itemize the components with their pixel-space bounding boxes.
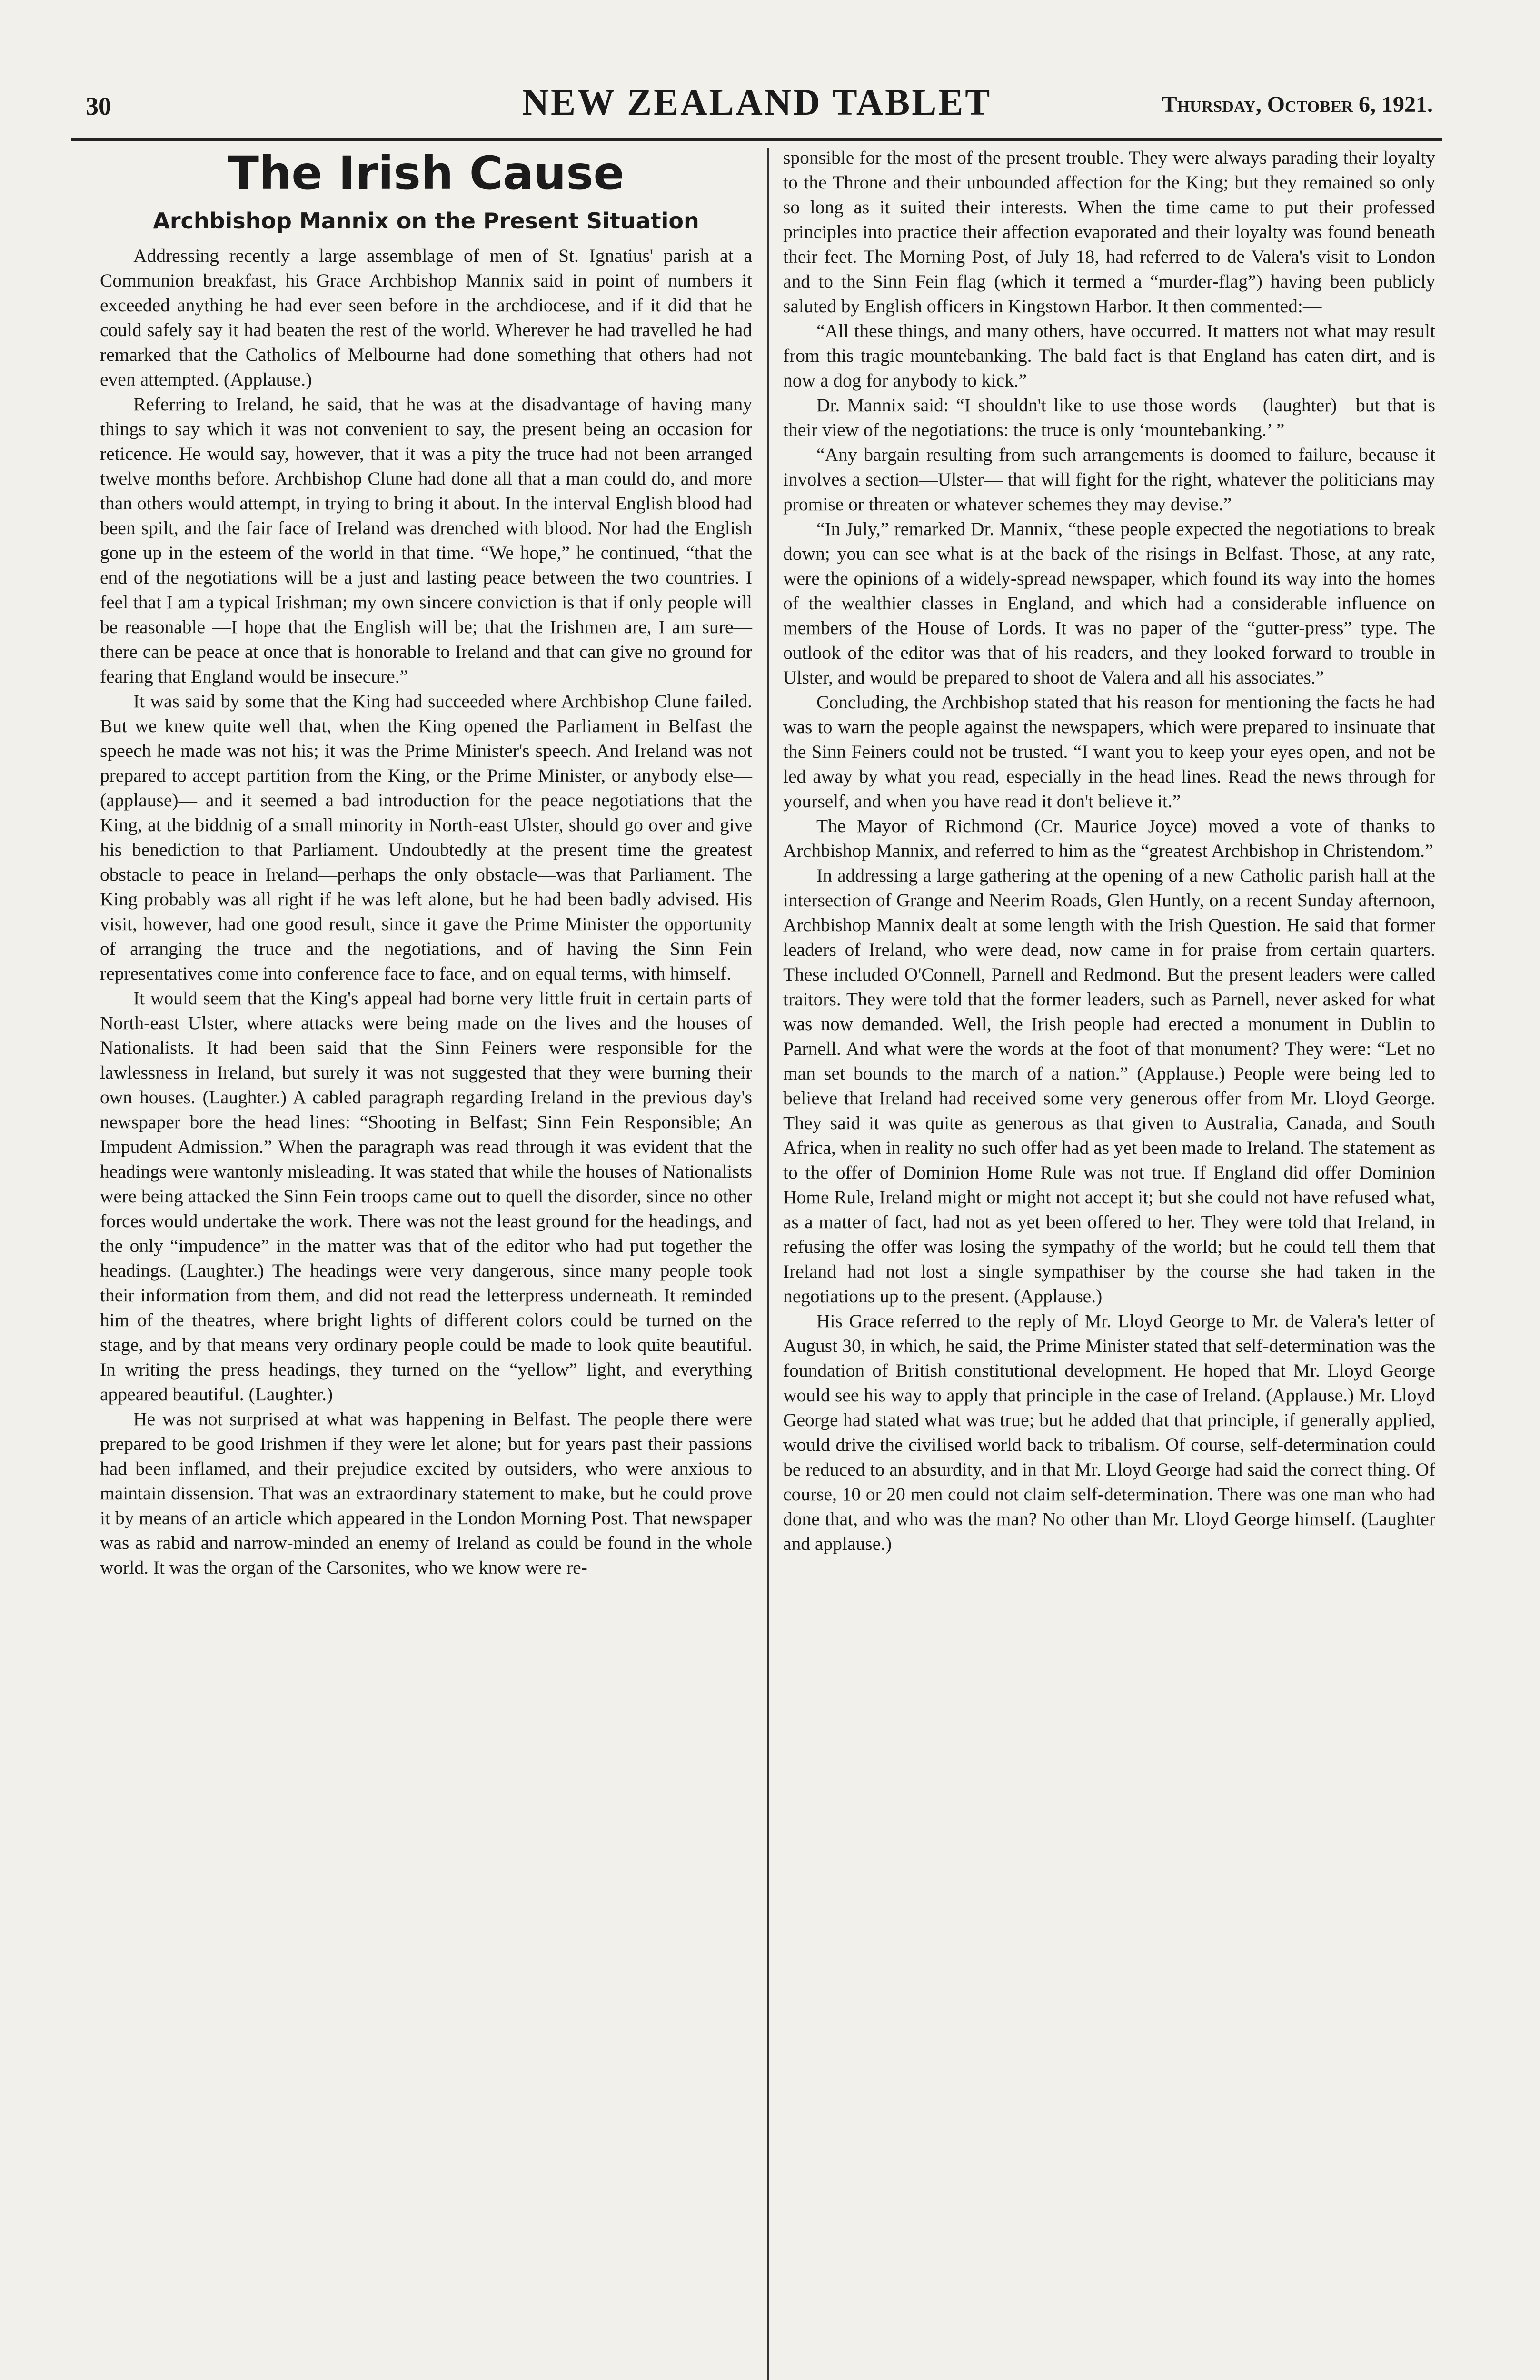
paragraph: It would seem that the King's appeal had borne very little fruit in certain parts of North-east Ulster, where attacks were being made on the lives and the houses of Nationalists. It had been said that the Sinn Feiners were responsible for the lawlessness in Ireland, but surely it was not suggested that they were burning their own houses. (Laughter.) A cabled paragraph regarding Ireland in the previous day's newspaper bore the head lines: “Shooting in Belfast; Sinn Fein Responsible; An Impudent Admission.” When the paragraph was read through it was evident that the headings were wantonly misleading. It was stated that while the houses of Nationalists were being attacked the Sinn Fein troops came out to quell the disorder, since no other forces would undertake the work. There was not the least ground for the headings, and the only “impudence” in the matter was that of the editor who had put together the headings. (Laughter.) The headings were very dangerous, since many people took their information from them, and did not read the letterpress underneath. It reminded him of the theatres, where bright lights of different colors could be turned on the stage, and by that means very ordinary people could be made to look quite beautiful. In writing the press headings, they turned on the “yellow” light, and everything appeared beautiful. (Laughter.) [100, 988, 752, 1405]
paragraph: “In July,” remarked Dr. Mannix, “these people expected the negotiations to break down; you can see what is at the back of the risings in Belfast. Those, at any rate, were the opinions of a widely-spread newspaper, which found its way into the homes of the wealthier classes in England, and which had a considerable influence on members of the House of Lords. It was no paper of the “gutter-press” type. The outlook of the editor was that of his readers, and they looked forward to trouble in Ulster, and would be prepared to shoot de Valera and all his associates.” [783, 518, 1435, 688]
paragraph: Addressing recently a large assemblage of men of St. Ignatius' parish at a Communion breakfast, his Grace Archbishop Mannix said in point of numbers it exceeded anything he had ever seen before in the archdiocese, and if it did that he could safely say it had beaten the rest of the world. Wherever he had travelled he had remarked that the Catholics of Melbourne had done something that others had not even attempted. (Applause.) [100, 245, 752, 390]
masthead: NEW ZEALAND TABLET [522, 81, 992, 123]
paragraph: His Grace referred to the reply of Mr. Lloyd George to Mr. de Valera's letter of August 30, in which, he said, the Prime Minister stated that self-determination was the foundation of British constitutional development. He hoped that Mr. Lloyd George would see his way to apply that principle in the case of Ireland. (Applause.) Mr. Lloyd George had stated what was true; but he added that that principle, if generally applied, would drive the civilised world back to tribalism. Of course, self-determination could be reduced to an absurdity, and in that Mr. Lloyd George had said the correct thing. Of course, 10 or 20 men could not claim self-determination. There was one man who had done that, and who was the man? No other than Mr. Lloyd George himself. (Laughter and applause.) [783, 1310, 1435, 1554]
paragraph: He was not surprised at what was happening in Belfast. The people there were prepared to be good Irishmen if they were let alone; but for years past their passions had been inflamed, and their prejudice excited by outsiders, who were anxious to maintain dissension. That was an extraordinary statement to make, but he could prove it by means of an article which appeared in the London Morning Post. That newspaper was as rabid and narrow-minded an enemy of Ireland as could be found in the whole world. It was the organ of the Carsonites, who we know were re- [100, 1408, 752, 1578]
column-divider [767, 148, 769, 2380]
left-column [100, 145, 752, 1580]
paragraph: It was said by some that the King had succeeded where Archbishop Clune failed. But we knew quite well that, when the King opened the Parliament in Belfast the speech he made was not his; it was the Prime Minister's speech. And Ireland was not prepared to accept partition from the King, or the Prime Minister, or anybody else—(applause)— and it seemed a bad introduction for the peace negotiations that the King, at the biddnig of a small minority in North-east Ulster, should go over and give his benediction to that Parliament. Undoubtedly at the present time the greatest obstacle to peace in Ireland—perhaps the only obstacle—was that Parliament. The King probably was all right if he was left alone, but he had been badly advised. His visit, however, had one good result, since it gave the Prime Minister the opportunity of arranging the truce and the negotiations, and of having the Sinn Fein representatives come into conference face to face, and on equal terms, with himself. [100, 691, 752, 984]
paragraph: “All these things, and many others, have occurred. It matters not what may result from this tragic mountebanking. The bald fact is that England has eaten dirt, and is now a dog for anybody to kick.” [783, 320, 1435, 391]
article-subtitle: Archbishop Mannix on the Present Situation [153, 208, 699, 234]
paragraph: “Any bargain resulting from such arrangements is doomed to failure, because it involves a section—Ulster— that will fight for the right, whatever the politicians may promise or threaten or whatever schemes they may devise.” [783, 444, 1435, 515]
paragraph: In addressing a large gathering at the opening of a new Catholic parish hall at the intersection of Grange and Neerim Roads, Glen Huntly, on a recent Sunday afternoon, Archbishop Mannix dealt at some length with the Irish Question. He said that former leaders of Ireland, who were dead, now came in for praise from certain quarters. These included O'Connell, Parnell and Redmond. But the present leaders were called traitors. They were told that the former leaders, such as Parnell, never asked for what was now demanded. Well, the Irish people had erected a monument in Dublin to Parnell. And what were the words at the foot of that monument? They were: “Let no man set bounds to the march of a nation.” (Applause.) People were being led to believe that Ireland had received some very generous offer from Mr. Lloyd George. They said it was quite as generous as that given to Australia, Canada, and South Africa, when in reality no such offer had as yet been made to Ireland. The statement as to the offer of Dominion Home Rule was not true. If England did offer Dominion Home Rule, Ireland might or might not accept it; but she could not have refused what, as a matter of fact, had not as yet been offered to her. They were told that Ireland, in refusing the offer was losing the sympathy of the world; but he could tell them that Ireland had not lost a single sympathiser by the course she had taken in the negotiations up to the present. (Applause.) [783, 865, 1435, 1307]
page-header [71, 81, 1442, 133]
header-rule [71, 138, 1442, 141]
paragraph: Referring to Ireland, he said, that he was at the disadvantage of having many things to say which it was not convenient to say, the present being an occasion for reticence. He would say, however, that it was a pity the truce had not been arranged twelve months before. Archbishop Clune had done all that a man could do, and more than others would attempt, in trying to bring it about. In the interval English blood had been spilt, and the fair face of Ireland was drenched with blood. Nor had the English gone up in the esteem of the world in that time. “We hope,” he continued, “that the end of the negotiations will be a just and lasting peace between the two countries. I feel that I am a typical Irishman; my own sincere conviction is that if only people will be reasonable —I hope that the English will be; that the Irishmen are, I am sure—there can be peace at once that is honorable to Ireland and that can give no ground for fearing that England would be insecure.” [100, 394, 752, 687]
right-column [783, 145, 1435, 1556]
paragraph: Dr. Mannix said: “I shouldn't like to use those words —(laughter)—but that is their view of the negotiations: the truce is only ‘mountebanking.’ ” [783, 395, 1435, 440]
paragraph: Concluding, the Archbishop stated that his reason for mentioning the facts he had was to warn the people against the newspapers, which were prepared to insinuate that the Sinn Feiners could not be trusted. “I want you to keep your eyes open, and not be led away by what you read, especially in the head lines. Read the news through for yourself, and when you have read it don't believe it.” [783, 692, 1435, 812]
issue-date: Thursday, October 6, 1921. [1162, 92, 1433, 117]
article-title: The Irish Cause [228, 147, 625, 200]
page-number: 30 [86, 92, 111, 120]
paragraph: sponsible for the most of the present trouble. They were always parading their loyalty to the Throne and their unbounded affection for the King; but they remained so only so long as it suited their interests. When the time came to put their professed principles into practice their affection evaporated and their loyalty was found beneath their feet. The Morning Post, of July 18, had referred to de Valera's visit to London and to the Sinn Fein flag (which it termed a “murder-flag”) having been publicly saluted by English officers in Kingstown Harbor. It then commented:— [783, 147, 1435, 317]
paragraph: The Mayor of Richmond (Cr. Maurice Joyce) moved a vote of thanks to Archbishop Mannix, and referred to him as the “greatest Archbishop in Christendom.” [783, 815, 1435, 861]
